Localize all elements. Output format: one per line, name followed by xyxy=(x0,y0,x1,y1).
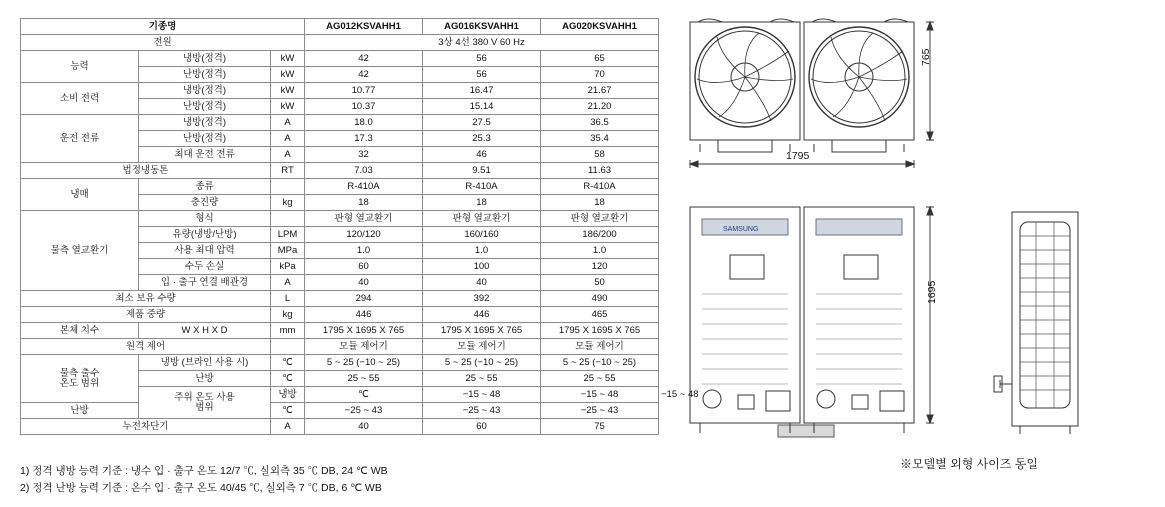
row-value-1: 18 xyxy=(305,195,423,211)
specification-table xyxy=(20,18,699,435)
brand-logo-text: SAMSUNG xyxy=(723,226,759,233)
row-value-3: 58 xyxy=(541,147,659,163)
row-value-1: 32 xyxy=(305,147,423,163)
row-value-2: 1795 X 1695 X 765 xyxy=(423,323,541,339)
row-value-2: −25 ~ 43 xyxy=(423,403,541,419)
row-unit: kg xyxy=(271,195,305,211)
row-sub-label: 난방 xyxy=(21,403,139,419)
model-size-note: ※모델별 외형 사이즈 동일 xyxy=(900,457,1038,471)
row-value-1: R-410A xyxy=(305,179,423,195)
model-col-1: AG012KSVAHH1 xyxy=(305,19,423,35)
row-unit: A xyxy=(271,115,305,131)
row-value-3: 모듈 제어기 xyxy=(541,339,659,355)
row-sub-label: 최대 운전 전류 xyxy=(139,147,271,163)
rear-view-drawing xyxy=(678,199,948,449)
power-label: 전원 xyxy=(21,35,305,51)
row-value-3: 65 xyxy=(541,51,659,67)
specification-table-body xyxy=(21,19,699,435)
row-value-3: 75 xyxy=(541,419,659,435)
table-row xyxy=(21,115,659,131)
row-sub-label: 유량(냉방/난방) xyxy=(139,227,271,243)
specification-table-wrapper xyxy=(20,18,699,435)
row-value-2: 100 xyxy=(423,259,541,275)
row-value-1: 17.3 xyxy=(305,131,423,147)
row-group-label: 본체 치수 xyxy=(21,323,139,339)
row-value-3: 1.0 xyxy=(541,243,659,259)
row-value-3: 120 xyxy=(541,259,659,275)
row-value-1: 42 xyxy=(305,67,423,83)
row-sub-label: 난방 xyxy=(139,371,271,387)
front-height-dimension: 765 xyxy=(920,48,932,66)
row-value-2: 18 xyxy=(423,195,541,211)
row-value-2: 160/160 xyxy=(423,227,541,243)
row-sub-label: 난방(정격) xyxy=(139,67,271,83)
row-value-1: 40 xyxy=(305,275,423,291)
row-value-1: −15 ~ 48 xyxy=(423,387,541,403)
table-row xyxy=(21,179,659,195)
row-group-label: 최소 보유 수량 xyxy=(21,291,271,307)
row-unit: MPa xyxy=(271,243,305,259)
row-sub-label: 사용 최대 압력 xyxy=(139,243,271,259)
row-unit: A xyxy=(271,131,305,147)
row-value-3: 21.20 xyxy=(541,99,659,115)
row-value-1: 40 xyxy=(305,419,423,435)
table-row: 주위 온도 사용 범위 냉방 ℃ −15 ~ 48 −15 ~ 48 −15 ~ 48 xyxy=(21,387,659,403)
row-unit: ℃ xyxy=(271,403,305,419)
row-value-2: 1.0 xyxy=(423,243,541,259)
row-value-3: 490 xyxy=(541,291,659,307)
row-value-3: 465 xyxy=(541,307,659,323)
row-value-3: 21.67 xyxy=(541,83,659,99)
row-value-2: 446 xyxy=(423,307,541,323)
row-unit: kg xyxy=(271,307,305,323)
model-col-3: AG020KSVAHH1 xyxy=(541,19,659,35)
table-row xyxy=(21,211,659,227)
row-value-3: −25 ~ 43 xyxy=(541,403,659,419)
table-row xyxy=(21,163,659,179)
row-value-3: 18 xyxy=(541,195,659,211)
row-unit: ℃ xyxy=(271,355,305,371)
row-value-1: 42 xyxy=(305,51,423,67)
drawing-area xyxy=(668,14,1148,484)
table-row xyxy=(21,339,659,355)
row-value-3: 판형 열교환기 xyxy=(541,211,659,227)
row-value-2: 46 xyxy=(423,147,541,163)
row-unit xyxy=(271,179,305,195)
row-value-1: 294 xyxy=(305,291,423,307)
table-row xyxy=(21,291,659,307)
row-value-1: 1.0 xyxy=(305,243,423,259)
model-col-2: AG016KSVAHH1 xyxy=(423,19,541,35)
table-row xyxy=(21,355,659,371)
row-unit: kW xyxy=(271,67,305,83)
footnote-1: 1) 정격 냉방 능력 기준 : 냉수 입 · 출구 온도 12/7 ℃, 실외측 35 ℃ DB, 24 ℃ WB xyxy=(20,465,388,477)
row-value-2: 15.14 xyxy=(423,99,541,115)
row-sub-label: 종류 xyxy=(139,179,271,195)
row-unit: mm xyxy=(271,323,305,339)
row-sub-label: 충진량 xyxy=(139,195,271,211)
row-value-1: 10.37 xyxy=(305,99,423,115)
row-sub-label: 수두 손실 xyxy=(139,259,271,275)
row-sub-label: W X H X D xyxy=(139,323,271,339)
row-sub-label: 냉방(정격) xyxy=(139,115,271,131)
row-unit: A xyxy=(271,419,305,435)
row-value-1: 모듈 제어기 xyxy=(305,339,423,355)
row-unit: kPa xyxy=(271,259,305,275)
side-view-drawing xyxy=(990,206,1110,436)
row-value-3: 50 xyxy=(541,275,659,291)
power-value: 3상 4선 380 V 60 Hz xyxy=(305,35,659,51)
table-row xyxy=(21,83,659,99)
row-value-3: 186/200 xyxy=(541,227,659,243)
row-value-1: 60 xyxy=(305,259,423,275)
row-sub-label: 난방(정격) xyxy=(139,99,271,115)
front-width-dimension: 1795 xyxy=(786,150,810,162)
row-group-label: 물측 열교환기 xyxy=(21,211,139,291)
row-value-3: 5 ~ 25 (−10 ~ 25) xyxy=(541,355,659,371)
row-value-3: 70 xyxy=(541,67,659,83)
row-value-2: 9.51 xyxy=(423,163,541,179)
row-value-2: 모듈 제어기 xyxy=(423,339,541,355)
row-value-3: 35.4 xyxy=(541,131,659,147)
row-group-label: 냉매 xyxy=(21,179,139,211)
row-value-3: 11.63 xyxy=(541,163,659,179)
row-group-label: 주위 온도 사용 범위 xyxy=(139,387,271,419)
table-row xyxy=(21,403,659,419)
row-value-3: 36.5 xyxy=(541,115,659,131)
row-sub-label: 냉방(정격) xyxy=(139,51,271,67)
row-value-2: 25.3 xyxy=(423,131,541,147)
side-height-dimension: 1695 xyxy=(926,280,938,304)
row-sub-label: 입 · 출구 연결 배관경 xyxy=(139,275,271,291)
table-row xyxy=(21,51,659,67)
row-value-2: 16.47 xyxy=(423,83,541,99)
table-row xyxy=(21,307,659,323)
row-value-1: 446 xyxy=(305,307,423,323)
row-value-2: 40 xyxy=(423,275,541,291)
row-unit: A xyxy=(271,275,305,291)
row-unit xyxy=(271,211,305,227)
row-value-2: −15 ~ 48 xyxy=(541,387,659,403)
row-group-label: 운전 전류 xyxy=(21,115,139,163)
footnote-2: 2) 정격 난방 능력 기준 : 온수 입 · 출구 온도 40/45 ℃, 실외측 7 ℃ DB, 6 ℃ WB xyxy=(20,482,382,495)
table-row-power xyxy=(21,35,659,51)
row-value-1: 5 ~ 25 (−10 ~ 25) xyxy=(305,355,423,371)
row-value-2: 25 ~ 55 xyxy=(423,371,541,387)
row-unit: kW xyxy=(271,51,305,67)
footnotes xyxy=(20,463,388,498)
row-value-2: 5 ~ 25 (−10 ~ 25) xyxy=(423,355,541,371)
row-unit: RT xyxy=(271,163,305,179)
row-sub-label: 냉방(정격) xyxy=(139,83,271,99)
row-sub-label: 냉방 xyxy=(271,387,305,403)
row-value-2: 56 xyxy=(423,51,541,67)
row-group-label: 법정냉동톤 xyxy=(21,163,271,179)
row-value-1: 판형 열교환기 xyxy=(305,211,423,227)
row-group-label: 소비 전력 xyxy=(21,83,139,115)
table-row xyxy=(21,419,659,435)
row-unit: L xyxy=(271,291,305,307)
table-row xyxy=(21,323,659,339)
row-value-2: 60 xyxy=(423,419,541,435)
row-value-1: 10.77 xyxy=(305,83,423,99)
table-row-model xyxy=(21,19,659,35)
row-sub-label: 난방(정격) xyxy=(139,131,271,147)
row-group-label: 원격 제어 xyxy=(21,339,271,355)
row-value-2: 56 xyxy=(423,67,541,83)
row-value-3: R-410A xyxy=(541,179,659,195)
row-value-2: 27.5 xyxy=(423,115,541,131)
row-group-label: 누전차단기 xyxy=(21,419,271,435)
row-unit: A xyxy=(271,147,305,163)
row-unit: LPM xyxy=(271,227,305,243)
row-group-label: 능력 xyxy=(21,51,139,83)
row-unit: ℃ xyxy=(305,387,423,403)
model-name-header: 기종명 xyxy=(21,19,305,35)
row-sub-label: 냉방 (브라인 사용 시) xyxy=(139,355,271,371)
row-unit xyxy=(271,339,305,355)
row-value-2: 392 xyxy=(423,291,541,307)
row-value-1: 18.0 xyxy=(305,115,423,131)
row-unit: ℃ xyxy=(271,371,305,387)
row-sub-label: 형식 xyxy=(139,211,271,227)
row-value-2: R-410A xyxy=(423,179,541,195)
row-value-3: 1795 X 1695 X 765 xyxy=(541,323,659,339)
row-value-1: 120/120 xyxy=(305,227,423,243)
row-unit: kW xyxy=(271,83,305,99)
row-unit: kW xyxy=(271,99,305,115)
row-value-1: 7.03 xyxy=(305,163,423,179)
row-group-label: 물측 출수 온도 범위 xyxy=(21,355,139,403)
row-value-3: 25 ~ 55 xyxy=(541,371,659,387)
row-value-1: 1795 X 1695 X 765 xyxy=(305,323,423,339)
row-group-label: 제품 중량 xyxy=(21,307,271,323)
row-value-2: 판형 열교환기 xyxy=(423,211,541,227)
row-value-1: −25 ~ 43 xyxy=(305,403,423,419)
row-value-1: 25 ~ 55 xyxy=(305,371,423,387)
